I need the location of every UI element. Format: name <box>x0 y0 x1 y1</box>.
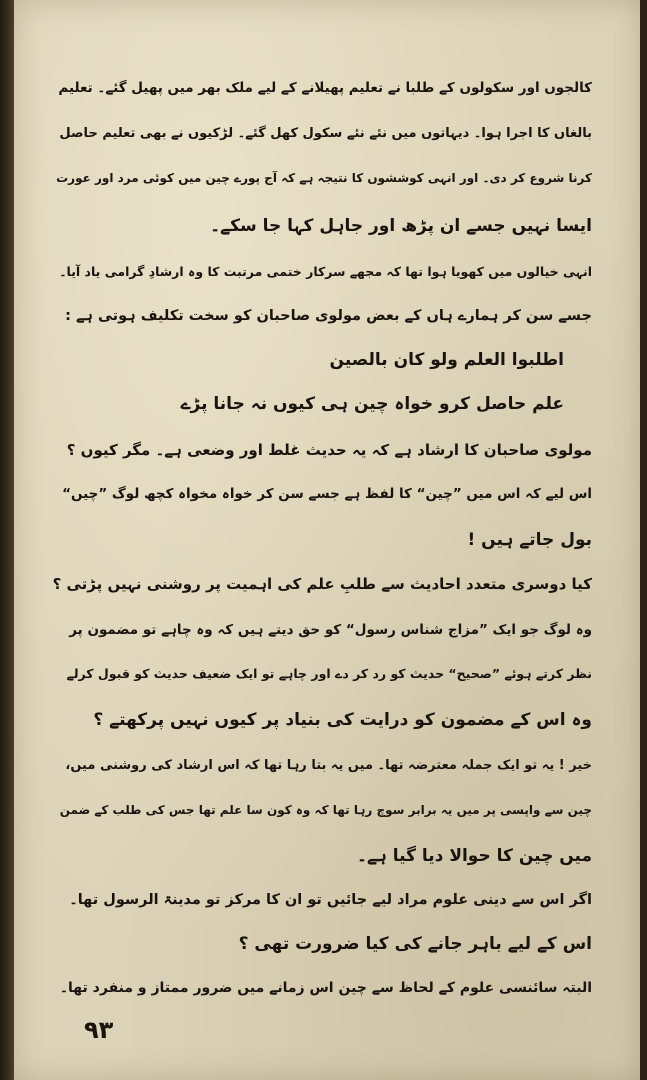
text-line-11: بول جاتے ہیں ! <box>467 530 592 550</box>
text-line-18: میں چین کا حوالا دیا گیا ہے۔ <box>356 846 592 866</box>
text-line-16: خیر ! یہ تو ایک جملہ معترضہ تھا۔ میں یہ بتا رہا تھا کہ اس ارشاد کی روشنی میں، <box>65 758 592 773</box>
text-line-14: نظر کرتے ہوئے ”صحیح“ حدیث کو رد کر دے اور چاہے تو ایک ضعیف حدیث کو قبول کرلے <box>66 666 592 681</box>
text-line-17: چین سے واپسی پر میں یہ برابر سوچ رہا تھا کہ وہ کون سا علم تھا جس کی طلب کے ضمن <box>59 803 592 817</box>
text-line-13: وہ لوگ جو ایک ”مزاج شناس رسول“ کو حق دیتے ہیں کہ وہ چاہے تو مضمون پر <box>69 622 592 638</box>
hadith-translation: علم حاصل کرو خواہ چین ہی کیوں نہ جانا پڑے <box>180 394 564 414</box>
text-line-10: اس لیے کہ اس میں ”چین“ کا لفظ ہے جسے سن کر خواہ مخواہ کچھ لوگ ”چیں“ <box>62 486 592 502</box>
text-line-20: اس کے لیے باہر جانے کی کیا ضرورت تھی ؟ <box>238 934 592 954</box>
text-line-15: وہ اس کے مضمون کو درایت کی بنیاد پر کیوں نہیں پرکھتے ؟ <box>93 710 592 730</box>
text-line-4: ایسا نہیں جسے ان پڑھ اور جاہل کہا جا سکے۔ <box>210 216 592 236</box>
text-line-2: بالغاں کا اجرا ہوا۔ دیہاتوں میں نئے نئے سکول کھل گئے۔ لڑکیوں نے بھی تعلیم حاصل <box>59 126 592 141</box>
text-line-12: کیا دوسری متعدد احادیث سے طلبِ علم کی اہمیت پر روشنی نہیں پڑتی ؟ <box>52 575 592 593</box>
text-line-9: مولوی صاحبان کا ارشاد ہے کہ یہ حدیث غلط اور وضعی ہے۔ مگر کیوں ؟ <box>66 441 592 459</box>
book-page <box>14 0 640 1080</box>
text-line-1: کالجوں اور سکولوں کے طلبا نے تعلیم پھیلانے کے لیے ملک بھر میں پھیل گئے۔ تعلیم <box>58 80 592 96</box>
text-line-19: اگر اس سے دینی علوم مراد لیے جائیں تو ان کا مرکز تو مدینۃ الرسول تھا۔ <box>69 892 592 908</box>
page-edge-shadow <box>0 0 14 1080</box>
text-line-21: البتہ سائنسی علوم کے لحاظ سے چین اس زمانے میں ضرور ممتاز و منفرد تھا۔ <box>59 980 592 996</box>
text-line-5: انہی خیالوں میں کھویا ہوا تھا کہ مجھے سرکار ختمی مرتبت کا وہ ارشادِ گرامی یاد آیا۔ <box>59 264 592 279</box>
hadith-arabic: اطلبوا العلم ولو کان بالصین <box>329 350 564 370</box>
text-line-3: کرنا شروع کر دی۔ اور انہی کوششوں کا نتیجہ ہے کہ آج پورے چین میں کوئی مرد اور عورت <box>56 171 592 185</box>
page-number: ۹۳ <box>84 1016 114 1044</box>
text-line-6: جسے سن کر ہمارے ہاں کے بعض مولوی صاحبان کو سخت تکلیف ہوتی ہے : <box>65 308 592 324</box>
